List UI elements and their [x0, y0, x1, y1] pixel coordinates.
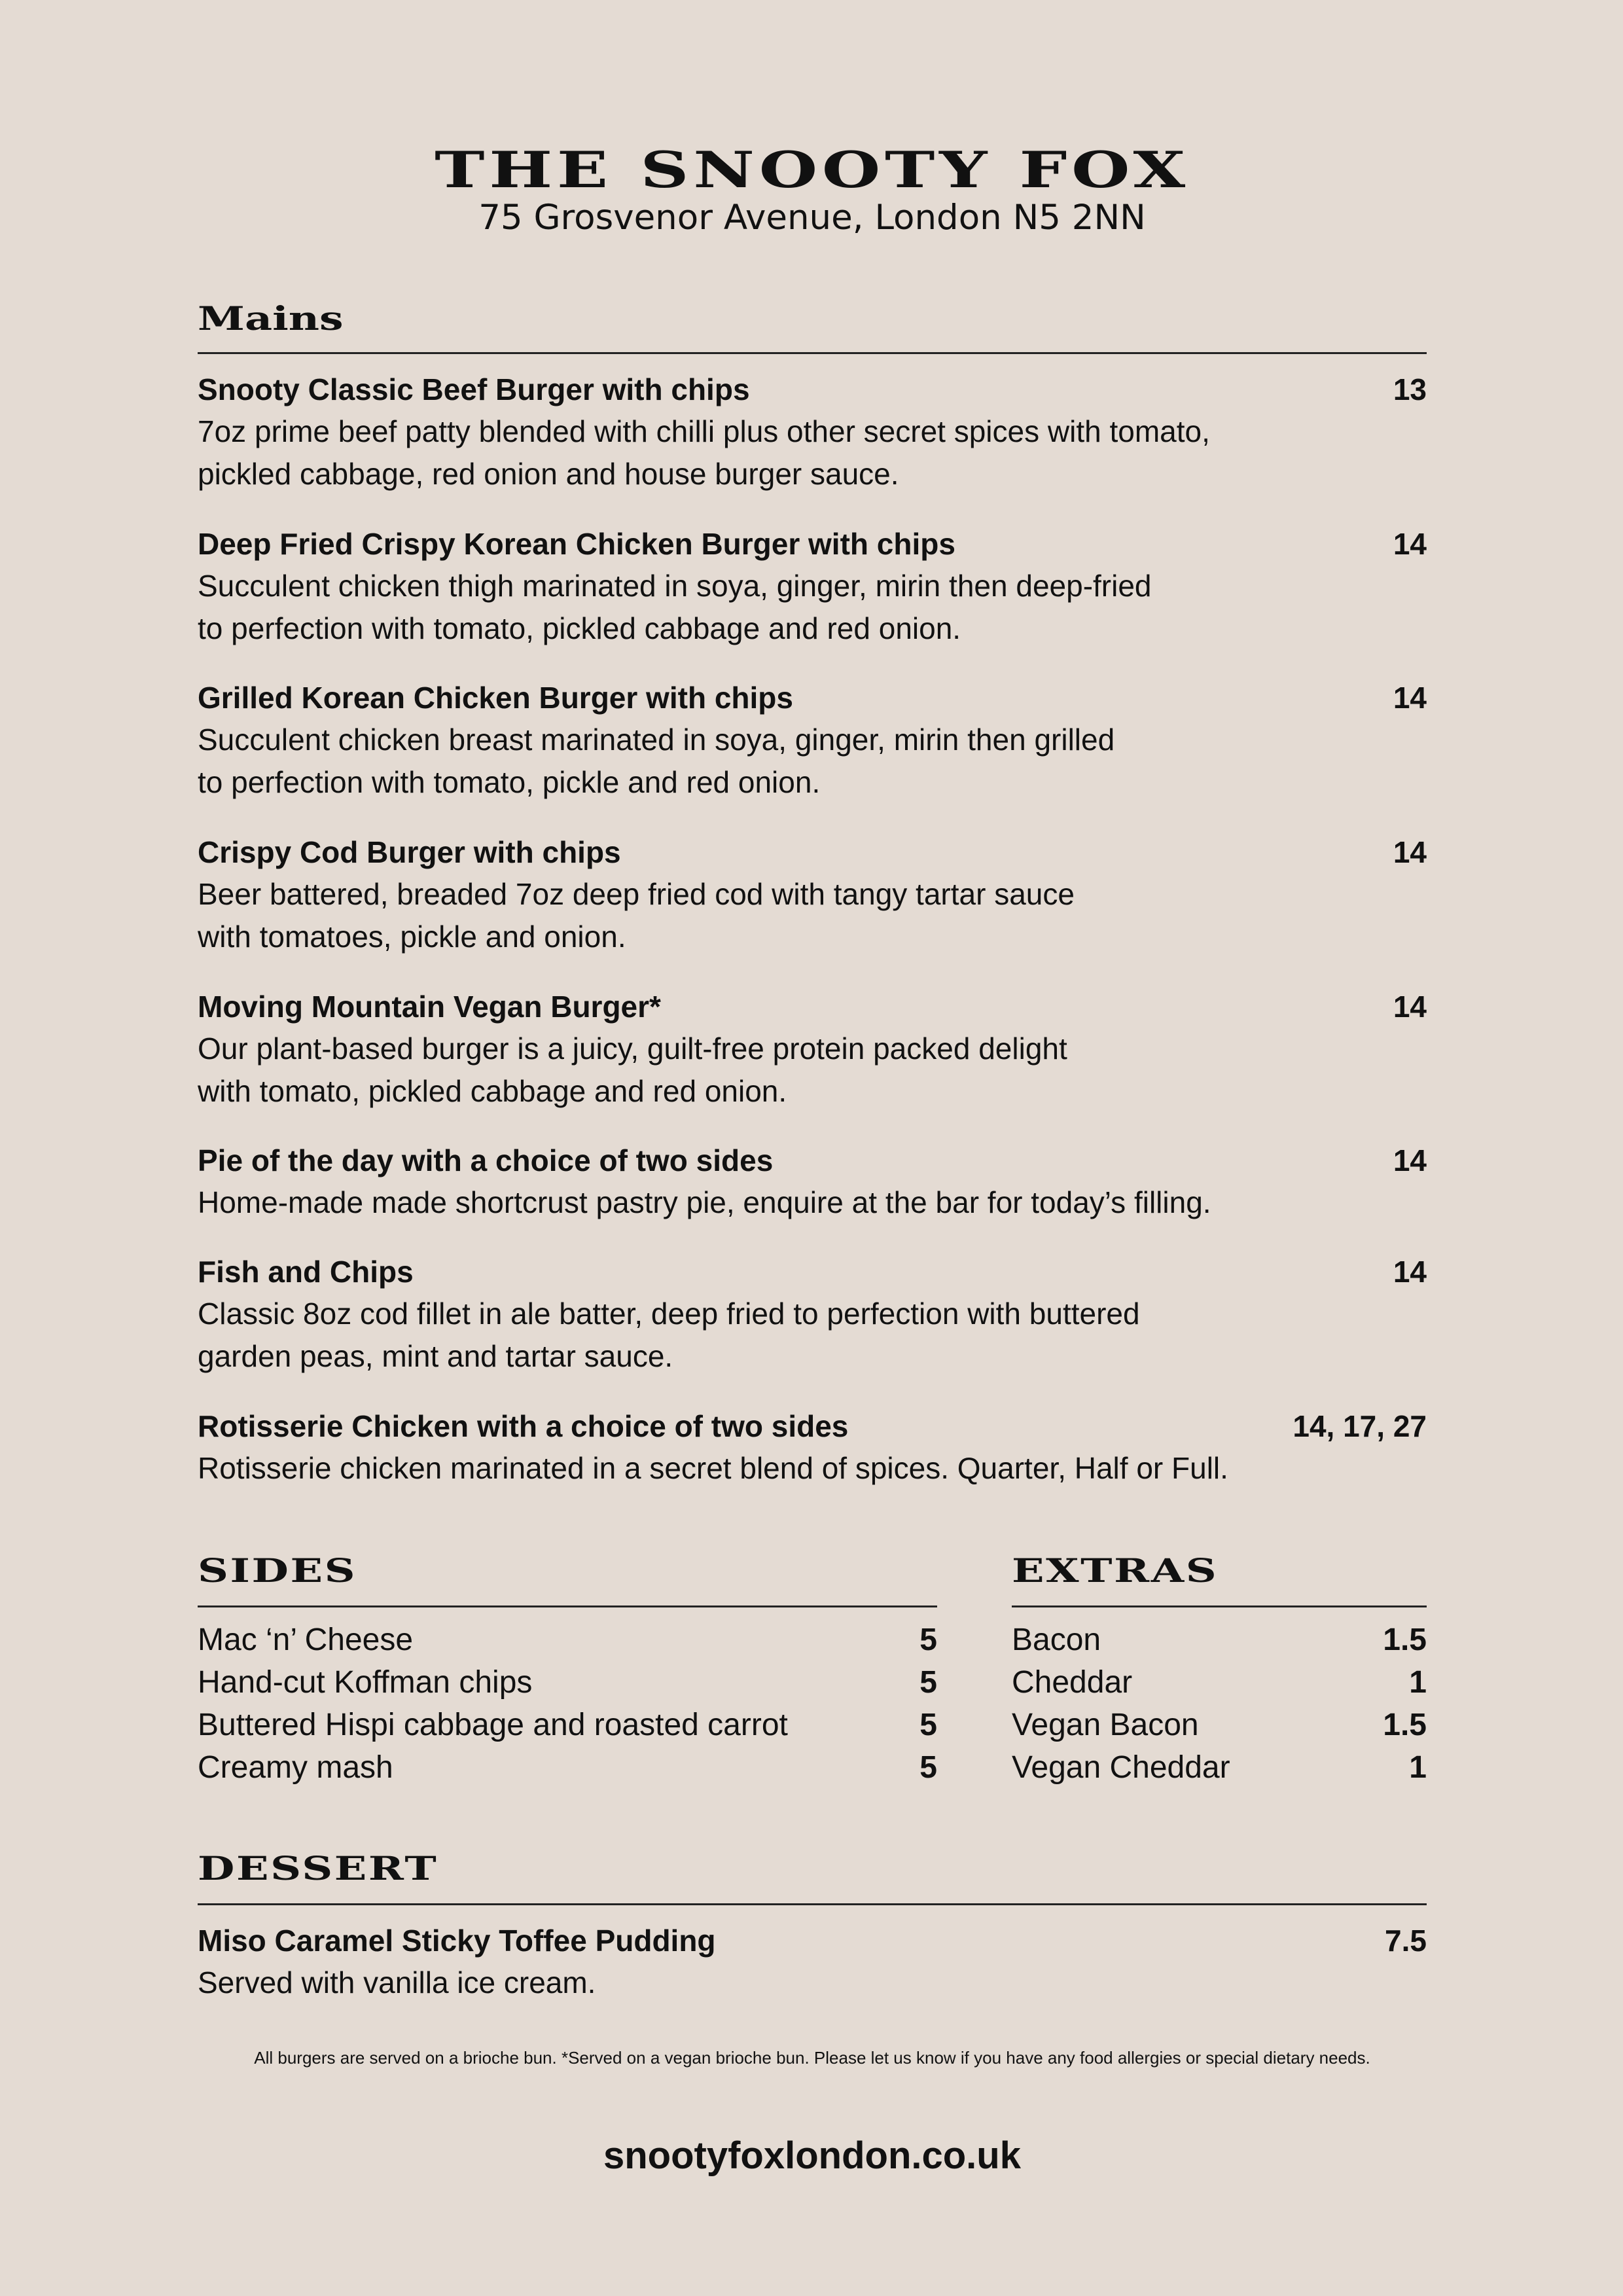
menu-item — [198, 1405, 1427, 1490]
menu-item — [198, 523, 1427, 650]
item-description-line: with tomatoes, pickle and onion. — [198, 920, 626, 954]
item-description — [198, 719, 1349, 804]
side-price: 5 — [919, 1623, 937, 1657]
item-description-line: garden peas, mint and tartar sauce. — [198, 1339, 673, 1373]
item-price: 14 — [1393, 527, 1427, 561]
list-item — [198, 1661, 937, 1704]
item-price: 14 — [1393, 681, 1427, 715]
item-description-line: pickled cabbage, red onion and house burger sauce. — [198, 457, 899, 491]
item-name: Fish and Chips — [198, 1255, 414, 1289]
item-description-line: Succulent chicken thigh marinated in soya, ginger, mirin then deep-fried — [198, 569, 1152, 603]
sides-divider — [198, 1605, 937, 1607]
item-name: Deep Fried Crispy Korean Chicken Burger with chips — [198, 527, 955, 561]
dietary-footnote: All burgers are served on a brioche bun. *Served on a vegan brioche bun. Please let us know if you have any food allergies or special dietary needs. — [254, 2048, 1370, 2068]
menu-item — [198, 831, 1427, 958]
item-description — [198, 873, 1349, 958]
item-name: Snooty Classic Beef Burger with chips — [198, 372, 750, 406]
item-description-line: Our plant-based burger is a juicy, guilt-free protein packed delight — [198, 1031, 1067, 1066]
dessert-title: DESSERT — [198, 1849, 438, 1888]
extra-name: Cheddar — [1012, 1665, 1133, 1700]
extra-price: 1.5 — [1383, 1623, 1427, 1657]
menu-page — [198, 0, 1427, 2296]
item-description-line: to perfection with tomato, pickle and red onion. — [198, 765, 821, 799]
item-description-line: 7oz prime beef patty blended with chilli plus other secret spices with tomato, — [198, 414, 1210, 448]
item-description-line: Classic 8oz cod fillet in ale batter, deep fried to perfection with buttered — [198, 1297, 1140, 1331]
menu-item — [198, 1920, 1427, 2004]
item-price: 14, 17, 27 — [1293, 1409, 1427, 1443]
extra-price: 1.5 — [1383, 1708, 1427, 1742]
sides-title: SIDES — [198, 1551, 357, 1590]
side-name: Buttered Hispi cabbage and roasted carrot — [198, 1708, 788, 1742]
item-price: 14 — [1393, 1143, 1427, 1177]
side-price: 5 — [919, 1750, 937, 1785]
list-item — [1012, 1619, 1427, 1661]
extra-name: Bacon — [1012, 1623, 1101, 1657]
website-link[interactable]: snootyfoxlondon.co.uk — [603, 2134, 1021, 2177]
item-price: 14 — [1393, 835, 1427, 869]
side-name: Mac ‘n’ Cheese — [198, 1623, 414, 1657]
side-name: Creamy mash — [198, 1750, 393, 1785]
list-item — [198, 1704, 937, 1746]
list-item — [1012, 1746, 1427, 1789]
extras-list — [1012, 1619, 1427, 1789]
item-description — [198, 1181, 1349, 1224]
extra-price: 1 — [1409, 1750, 1427, 1785]
item-price: 7.5 — [1385, 1924, 1427, 1958]
item-description-line: Home-made made shortcrust pastry pie, enquire at the bar for today’s filling. — [198, 1185, 1211, 1219]
item-description — [198, 410, 1349, 495]
list-item — [198, 1619, 937, 1661]
item-name: Crispy Cod Burger with chips — [198, 835, 621, 869]
menu-item — [198, 986, 1427, 1113]
item-description-line: Beer battered, breaded 7oz deep fried cod with tangy tartar sauce — [198, 877, 1075, 911]
item-description — [198, 1962, 1349, 2004]
item-name: Rotisserie Chicken with a choice of two sides — [198, 1409, 849, 1443]
list-item — [1012, 1661, 1427, 1704]
dessert-divider — [198, 1903, 1427, 1905]
mains-divider — [198, 352, 1427, 354]
item-description-line: Rotisserie chicken marinated in a secret blend of spices. Quarter, Half or Full. — [198, 1451, 1228, 1485]
item-description-line: Succulent chicken breast marinated in soya, ginger, mirin then grilled — [198, 723, 1115, 757]
menu-item — [198, 1251, 1427, 1378]
side-price: 5 — [919, 1708, 937, 1742]
item-description-line: Served with vanilla ice cream. — [198, 1965, 596, 2000]
item-name: Grilled Korean Chicken Burger with chips — [198, 681, 793, 715]
extra-price: 1 — [1409, 1665, 1427, 1700]
menu-item — [198, 677, 1427, 804]
item-price: 14 — [1393, 990, 1427, 1024]
item-name: Miso Caramel Sticky Toffee Pudding — [198, 1924, 716, 1958]
list-item — [1012, 1704, 1427, 1746]
extra-name: Vegan Cheddar — [1012, 1750, 1230, 1785]
restaurant-name: THE SNOOTY FOX — [435, 141, 1190, 199]
item-description — [198, 1293, 1349, 1378]
list-item — [198, 1746, 937, 1789]
menu-header — [198, 141, 1427, 238]
item-description — [198, 1028, 1349, 1113]
extra-name: Vegan Bacon — [1012, 1708, 1199, 1742]
extras-divider — [1012, 1605, 1427, 1607]
side-name: Hand-cut Koffman chips — [198, 1665, 533, 1700]
mains-title: Mains — [198, 299, 344, 338]
item-price: 14 — [1393, 1255, 1427, 1289]
item-price: 13 — [1393, 372, 1427, 406]
restaurant-address: 75 Grosvenor Avenue, London N5 2NN — [478, 198, 1146, 238]
item-name: Moving Mountain Vegan Burger* — [198, 990, 661, 1024]
item-description-line: with tomato, pickled cabbage and red onion. — [198, 1074, 787, 1108]
side-price: 5 — [919, 1665, 937, 1700]
item-description — [198, 1447, 1349, 1490]
item-name: Pie of the day with a choice of two sides — [198, 1143, 774, 1177]
item-description-line: to perfection with tomato, pickled cabbage and red onion. — [198, 611, 961, 645]
menu-item — [198, 1139, 1427, 1224]
extras-title: EXTRAS — [1012, 1551, 1219, 1590]
sides-list — [198, 1619, 937, 1789]
menu-item — [198, 368, 1427, 495]
item-description — [198, 565, 1349, 650]
